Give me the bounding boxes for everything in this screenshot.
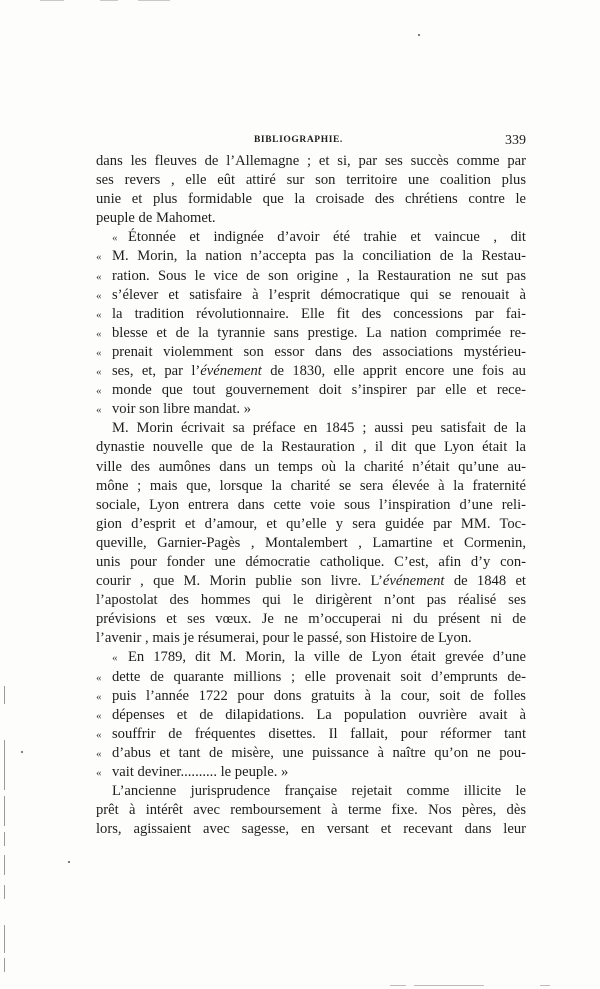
text-run: prévisions et ses vœux. Je ne m’occuperai ni du présent ni de bbox=[96, 611, 526, 628]
text-line bbox=[96, 381, 526, 400]
text-run: ville des aumônes dans un temps où la charité n’était qu’une au- bbox=[96, 458, 526, 475]
text-run: En 1789, dit M. Morin, la ville de Lyon était grevée d’une bbox=[128, 649, 526, 666]
text-run: prenait violemment son essor dans des associations mystérieu- bbox=[112, 343, 526, 360]
quote-mark: « bbox=[96, 404, 102, 417]
text-line bbox=[96, 629, 526, 648]
quote-mark: « bbox=[96, 270, 102, 283]
scan-artifact-top bbox=[40, 0, 64, 1]
ink-speck bbox=[21, 751, 23, 753]
text-line bbox=[96, 419, 526, 438]
text-run: puis l’année 1722 pour dons gratuits à la cour, soit de folles bbox=[112, 687, 526, 704]
text-line bbox=[96, 725, 526, 744]
text-line bbox=[96, 648, 526, 667]
text-line bbox=[96, 668, 526, 687]
quote-mark: « bbox=[96, 671, 102, 684]
text-line bbox=[96, 190, 526, 209]
text-line bbox=[96, 553, 526, 572]
body-text bbox=[96, 152, 526, 839]
quote-mark: « bbox=[96, 767, 102, 779]
text-line bbox=[96, 458, 526, 477]
text-line bbox=[96, 400, 526, 419]
quote-mark: « bbox=[96, 709, 102, 722]
scan-artifact-bottom bbox=[390, 985, 406, 986]
text-run: queville, Garnier-Pagès , Montalembert , Lamartine et Cormenin, bbox=[96, 534, 526, 551]
text-line bbox=[96, 324, 526, 343]
text-run: voir son libre mandat. » bbox=[112, 401, 252, 418]
ink-speck bbox=[418, 34, 420, 36]
text-line bbox=[96, 305, 526, 324]
quote-mark: « bbox=[96, 690, 102, 703]
text-line bbox=[96, 343, 526, 362]
text-run: ration. Sous le vice de son origine , la Restauration ne sut pas bbox=[112, 267, 526, 284]
text-line bbox=[96, 591, 526, 610]
text-line bbox=[96, 534, 526, 553]
text-run: L’ancienne jurisprudence française rejetait comme illicite le bbox=[112, 783, 526, 800]
quote-mark: « bbox=[96, 289, 102, 302]
text-line bbox=[96, 228, 526, 247]
quote-mark: « bbox=[96, 385, 102, 398]
italic-text: événement bbox=[200, 363, 262, 380]
text-line bbox=[96, 152, 526, 171]
text-run: vait deviner.......... le peuple. » bbox=[112, 764, 289, 780]
text-line bbox=[96, 171, 526, 190]
edge-mark bbox=[4, 855, 5, 875]
quote-mark: « bbox=[112, 652, 118, 665]
quote-mark: « bbox=[96, 251, 102, 264]
text-run: dynastie nouvelle que de la Restauration , il dit que Lyon était la bbox=[96, 439, 526, 456]
text-line bbox=[96, 763, 526, 782]
text-run: s’élever et satisfaire à l’esprit démocratique qui se renouait à bbox=[112, 286, 526, 303]
text-run: Étonnée et indignée d’avoir été trahie et vaincue , dit bbox=[128, 229, 526, 246]
text-line bbox=[96, 438, 526, 457]
text-line bbox=[96, 209, 526, 228]
text-run: dans les fleuves de l’Allemagne ; et si, par ses succès comme par bbox=[96, 153, 526, 169]
edge-mark bbox=[4, 740, 5, 790]
scan-artifact-bottom bbox=[540, 985, 550, 986]
quote-mark: « bbox=[96, 346, 102, 359]
text-run: de 1848 et bbox=[444, 573, 526, 590]
text-run: blesse et de la tyrannie sans prestige. La nation comprimée re- bbox=[112, 324, 526, 341]
text-run: gion d’esprit et d’amour, et qu’elle y sera guidée par MM. Toc- bbox=[96, 515, 526, 532]
text-line bbox=[96, 820, 526, 839]
running-title: BIBLIOGRAPHIE. bbox=[254, 135, 343, 145]
text-line bbox=[96, 267, 526, 286]
quote-mark: « bbox=[96, 308, 102, 321]
page-header bbox=[96, 135, 526, 151]
text-run: M. Morin écrivait sa préface en 1845 ; aussi peu satisfait de la bbox=[112, 420, 526, 437]
text-run: courir , que M. Morin publie son livre. L’ bbox=[96, 573, 383, 590]
text-line bbox=[96, 610, 526, 629]
text-line bbox=[96, 247, 526, 266]
text-run: dépenses et de dilapidations. La population ouvrière avait à bbox=[112, 706, 526, 723]
scan-artifact-top bbox=[138, 0, 170, 1]
quote-mark: « bbox=[96, 327, 102, 340]
text-line bbox=[96, 572, 526, 591]
text-line bbox=[96, 515, 526, 534]
text-line bbox=[96, 687, 526, 706]
text-run: ses, et, par l’ bbox=[112, 363, 201, 380]
text-run: unis pour fonder une démocratie catholique. C’est, afin d’y con- bbox=[96, 553, 526, 570]
edge-mark bbox=[4, 925, 5, 953]
page-number: 339 bbox=[505, 133, 526, 148]
quote-mark: « bbox=[96, 728, 102, 741]
text-line bbox=[96, 706, 526, 725]
text-line bbox=[96, 477, 526, 496]
text-run: sociale, Lyon entrera dans cette voie sous l’inspiration d’une reli- bbox=[96, 496, 526, 513]
edge-mark bbox=[4, 832, 5, 846]
text-run: M. Morin, la nation n’accepta pas la conciliation de la Restau- bbox=[112, 248, 526, 265]
text-run: ses revers , elle eût attiré sur son territoire une coalition plus bbox=[96, 172, 526, 189]
text-run: la tradition révolutionnaire. Elle fit des concessions par fai- bbox=[112, 305, 526, 322]
scan-artifact-bottom bbox=[414, 985, 484, 986]
text-run: prêt à intérêt avec remboursement à terme fixe. Nos pères, dès bbox=[96, 802, 526, 819]
text-run: peuple de Mahomet. bbox=[96, 210, 216, 227]
text-run: monde que tout gouvernement doit s’inspirer par elle et rece- bbox=[112, 382, 526, 399]
text-line bbox=[96, 744, 526, 763]
text-run: souffrir de fréquentes disettes. Il fallait, pour réformer tant bbox=[112, 725, 526, 742]
text-line bbox=[96, 286, 526, 305]
edge-mark bbox=[4, 885, 5, 899]
text-run: l’apostolat des hommes qui le dirigèrent n’ont pas réalisé ses bbox=[96, 592, 526, 609]
text-line bbox=[96, 782, 526, 801]
text-run: unie et plus formidable que la croisade des chrétiens contre le bbox=[96, 191, 526, 208]
quote-mark: « bbox=[96, 366, 102, 379]
ink-speck bbox=[68, 861, 70, 863]
text-line bbox=[96, 496, 526, 515]
italic-text: événement bbox=[382, 573, 445, 590]
quote-mark: « bbox=[96, 747, 102, 760]
text-run: dette de quarante millions ; elle provenait soit d’emprunts de- bbox=[112, 668, 526, 685]
text-run: d’abus et tant de misère, une puissance à naître qu’on ne pou- bbox=[112, 744, 526, 761]
text-line bbox=[96, 801, 526, 820]
binding-edge-marks bbox=[4, 0, 8, 989]
text-run: de 1830, elle apprit encore une fois au bbox=[261, 363, 526, 380]
edge-mark bbox=[4, 958, 5, 972]
edge-mark bbox=[4, 796, 5, 826]
scan-artifact-top bbox=[100, 0, 118, 1]
text-run: mône ; mais que, lorsque la charité se sera élevée à la fraternité bbox=[96, 477, 526, 494]
text-run: lors, agissaient avec sagesse, en versant et recevant dans leur bbox=[96, 821, 526, 838]
edge-mark bbox=[4, 686, 5, 704]
quote-mark: « bbox=[112, 232, 118, 245]
text-line bbox=[96, 362, 526, 381]
text-run: l’avenir , mais je résumerai, pour le passé, son Histoire de Lyon. bbox=[96, 630, 472, 647]
